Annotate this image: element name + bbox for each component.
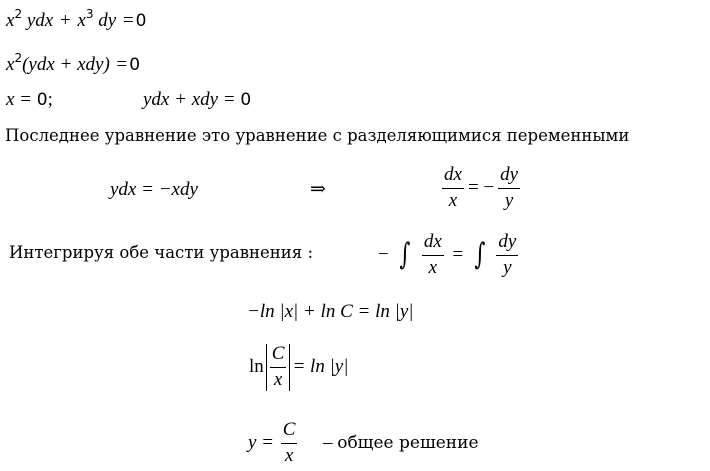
eq7-den: x — [273, 368, 283, 390]
eq5-fraction-dy-y — [496, 232, 518, 279]
eq1-x: x — [6, 10, 15, 31]
eq7-right: = ln |y| — [292, 355, 349, 377]
eq1-power-3: 3 — [85, 7, 94, 21]
eq1-x2: x — [77, 10, 86, 31]
eq2-zero: 0 — [129, 55, 141, 75]
eq1-plus: + — [59, 10, 71, 31]
eq5-minus: − — [378, 243, 389, 265]
equation-7 — [249, 344, 348, 391]
eq1-power-2: 2 — [14, 7, 23, 21]
equation-6 — [247, 302, 413, 321]
eq3-zero-1: 0 — [36, 90, 48, 110]
eq3-left: x = — [6, 89, 37, 110]
eq5-frac2-den: y — [503, 256, 512, 278]
equation-8 — [248, 420, 479, 467]
eq4-equals-minus: = − — [467, 176, 495, 198]
eq8-left: y = — [248, 431, 275, 453]
implies-arrow-symbol: ⇒ — [310, 179, 326, 200]
eq7-abs-bars — [266, 344, 291, 391]
eq2-power-2: 2 — [14, 51, 23, 65]
equation-5 — [376, 232, 520, 279]
eq1-zero: 0 — [135, 11, 147, 31]
eq6-expression: −ln |x| + ln C = ln |y| — [247, 301, 414, 322]
eq5-frac2-num: dy — [496, 232, 518, 256]
eq8-dash: – — [322, 431, 333, 453]
implies-arrow — [310, 180, 326, 199]
eq3-zero-2: 0 — [240, 90, 252, 110]
eq7-num: C — [270, 344, 287, 368]
integral-sign-2: ∫ — [474, 237, 486, 273]
separable-text: Последнее уравнение это уравнение с разделяющимися переменными — [5, 126, 630, 145]
eq1-equals: = — [122, 10, 134, 31]
eq4-fraction-dx-x — [442, 165, 464, 212]
eq7-ln: ln — [249, 355, 264, 377]
integration-label: Интегрируя обе части уравнения : — [9, 243, 314, 262]
eq7-fraction-c-x — [270, 344, 287, 391]
eq4-frac1-num: dx — [442, 165, 464, 189]
equation-3-right — [143, 90, 251, 109]
eq4-frac2-den: y — [504, 189, 514, 211]
eq8-num: C — [281, 420, 298, 444]
eq3-right: ydx + xdy = — [143, 89, 241, 110]
equation-3-left — [6, 90, 53, 109]
equation-2 — [6, 52, 140, 74]
eq3-semicolon: ; — [47, 89, 53, 110]
eq5-equals: = — [452, 243, 464, 265]
eq4-frac1-den: x — [448, 189, 458, 211]
eq4-fraction-dy-y — [498, 165, 520, 212]
eq8-den: x — [284, 444, 294, 466]
eq5-frac1-num: dx — [422, 232, 444, 256]
integral-sign-1: ∫ — [399, 237, 411, 273]
eq4-frac2-num: dy — [498, 165, 520, 189]
eq2-x: x — [6, 54, 15, 75]
eq4-left: ydx = −xdy — [110, 179, 198, 200]
equation-1 — [6, 8, 146, 30]
eq1-dy: dy — [98, 10, 117, 31]
equation-4-right — [440, 165, 522, 212]
eq5-fraction-dx-x — [422, 232, 444, 279]
eq2-equals: = — [116, 54, 128, 75]
general-solution-label: общее решение — [337, 432, 479, 453]
equation-4-left — [110, 180, 198, 199]
eq1-ydx: ydx — [26, 10, 54, 31]
eq8-fraction-c-x — [281, 420, 298, 467]
eq2-inner: (ydx + xdy) — [22, 54, 110, 75]
eq5-frac1-den: x — [428, 256, 438, 278]
